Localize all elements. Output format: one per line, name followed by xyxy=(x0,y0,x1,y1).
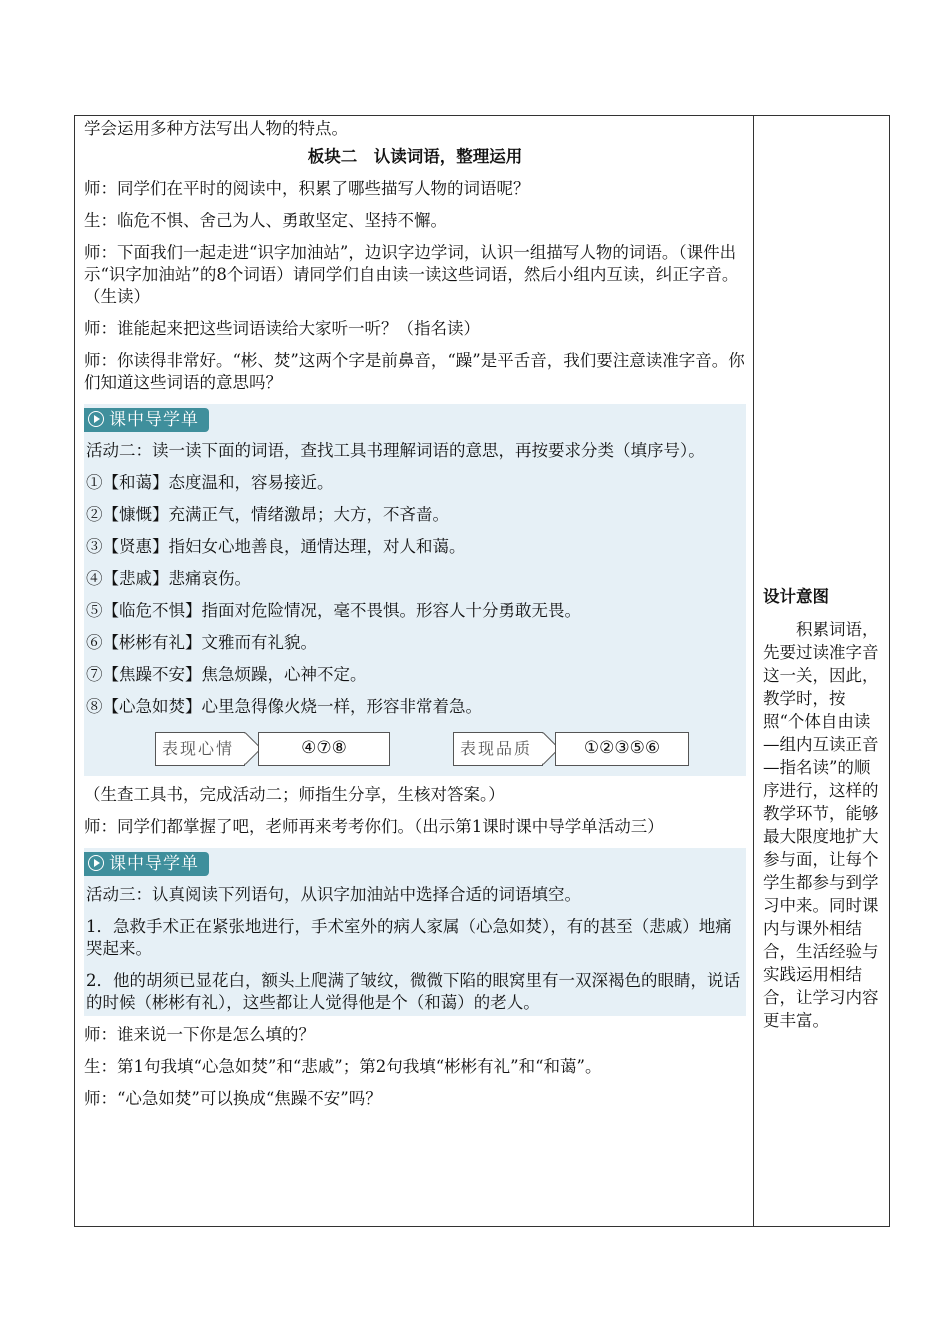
word-definition: ⑧【心急如焚】心里急得像火烧一样，形容非常着急。 xyxy=(86,697,482,716)
dialogue-line: 师：谁能起来把这些词语读给大家听一听？（指名读） xyxy=(84,319,480,338)
dialogue-line: 生：临危不惧、舍己为人、勇敢坚定、坚持不懈。 xyxy=(84,211,447,230)
activity-instruction: 活动三：认真阅读下列语句，从识字加油站中选择合适的词语填空。 xyxy=(86,885,581,904)
category-answer-mood: ④⑦⑧ xyxy=(258,732,390,766)
category-answer-quality: ①②③⑤⑥ xyxy=(555,732,689,766)
dialogue-line: 师：同学们在平时的阅读中，积累了哪些描写人物的词语呢？ xyxy=(84,179,530,198)
dialogue-line: （生查工具书，完成活动二；师指生分享，生核对答案。） xyxy=(84,785,505,804)
category-row xyxy=(86,728,744,772)
word-definition: ⑥【彬彬有礼】文雅而有礼貌。 xyxy=(86,633,317,652)
dialogue-line: 师：“心急如焚”可以换成“焦躁不安”吗？ xyxy=(84,1089,382,1108)
dialogue-line: 师：下面我们一起走进“识字加油站”，边识字边学词，认识一组描写人物的词语。（课件出示“识字加油站”的8个词语）请同学们自由读一读这些词语，然后小组内互读，纠正字音。（生读） xyxy=(84,243,739,306)
fill-sentence: 1．急救手术正在紧张地进行，手术室外的病人家属（心急如焚），有的甚至（悲戚）地痛哭起来。 xyxy=(86,917,732,958)
guide-tag-label: 课中导学单 xyxy=(109,410,199,430)
side-note-title: 设计意图 xyxy=(763,587,829,606)
guide-tag xyxy=(84,852,209,876)
main-column xyxy=(84,115,746,1120)
word-definition: ⑤【临危不惧】指面对危险情况，毫不畏惧。形容人十分勇敢无畏。 xyxy=(86,601,581,620)
dialogue-line: 师：你读得非常好。“彬、焚”这两个字是前鼻音，“躁”是平舌音，我们要注意读准字音。你们知道这些词语的意思吗？ xyxy=(84,351,745,392)
section-heading: 板块二 认读词语，整理运用 xyxy=(307,147,523,166)
column-divider xyxy=(753,115,754,1227)
fill-sentence: 2．他的胡须已显花白，额头上爬满了皱纹，微微下陷的眼窝里有一双深褐色的眼睛，说话的时候（彬彬有礼），这些都让人觉得他是个（和蔼）的老人。 xyxy=(86,971,740,1012)
word-definition: ④【悲戚】悲痛哀伤。 xyxy=(86,569,251,588)
dialogue-line: 师：谁来说一下你是怎么填的？ xyxy=(84,1025,315,1044)
play-icon xyxy=(88,855,104,871)
word-definition: ②【慷慨】充满正气，情绪激昂；大方，不吝啬。 xyxy=(86,505,449,524)
activity-instruction: 活动二：读一读下面的词语，查找工具书理解词语的意思，再按要求分类（填序号）。 xyxy=(86,441,705,460)
side-note-body: 积累词语，先要过读准字音这一关，因此，教学时，按照“个体自由读—组内互读正音—指名读”的顺序进行，这样的教学环节，能够最大限度地扩大参与面，让每个学生都参与到学习中来。同时课内与课外相结合，生活经验与实践运用相结合，让学习内容更丰富。 xyxy=(763,620,879,1030)
word-definition: ①【和蔼】态度温和，容易接近。 xyxy=(86,473,334,492)
word-definition: ③【贤惠】指妇女心地善良，通情达理，对人和蔼。 xyxy=(86,537,466,556)
word-definition: ⑦【焦躁不安】焦急烦躁，心神不定。 xyxy=(86,665,367,684)
dialogue-line: 生：第1句我填“心急如焚”和“悲戚”；第2句我填“彬彬有礼”和“和蔼”。 xyxy=(84,1057,602,1076)
category-label-quality: 表现品质 xyxy=(453,732,543,766)
guide-box-activity-3 xyxy=(84,848,746,1016)
dialogue-line: 师：同学们都掌握了吧，老师再来考考你们。（出示第1课时课中导学单活动三） xyxy=(84,817,664,836)
guide-box-activity-2 xyxy=(84,404,746,776)
design-intent-column xyxy=(763,585,883,1032)
guide-tag xyxy=(84,408,209,432)
play-icon xyxy=(88,411,104,427)
intro-line: 学会运用多种方法写出人物的特点。 xyxy=(84,119,348,138)
category-label-mood: 表现心情 xyxy=(155,732,245,766)
guide-tag-label: 课中导学单 xyxy=(109,854,199,874)
